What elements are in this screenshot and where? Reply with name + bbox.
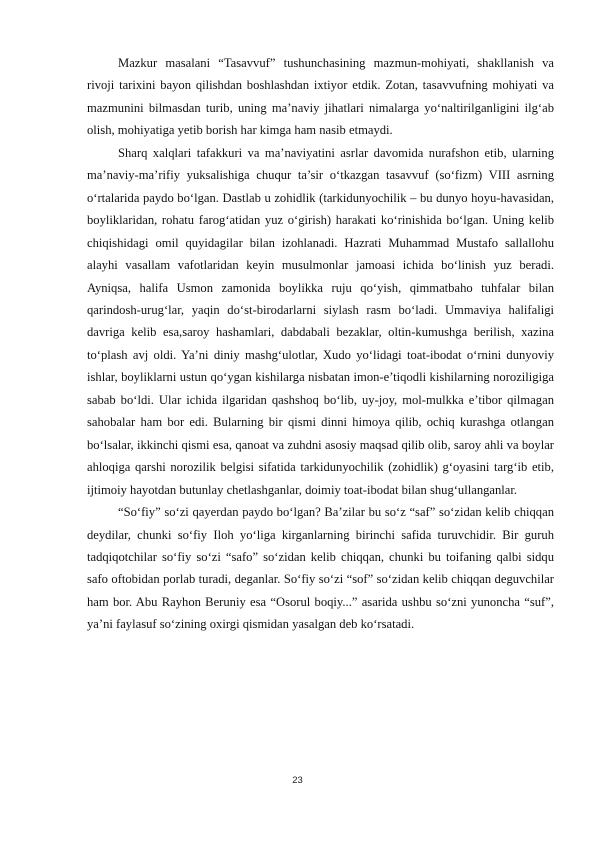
paragraph-sufism-origins: Sharq xalqlari tafakkuri va ma’naviyatini asrlar davomida nurafshon etib, ularning ma’naviy-ma’rifiy yuksalishiga chuqur ta’sir o‘tkazgan tasavvuf (so‘fizm) VIII asrning o‘rtalarida paydo bo‘lgan. Dastlab u zohidlik (tarkidunyochilik – bu dunyo hoyu-havasidan, boyliklaridan, rohatu farog‘atidan yuz o‘girish) harakati ko‘rinishida bo‘lgan. Uning kelib chiqishidagi omil quyidagilar bilan izohlanadi. Hazrati Muhammad Mustafo sallallohu alayhi vasallam vafotlaridan keyin musulmonlar jamoasi ichida bo‘linish yuz beradi. Ayniqsa, halifa Usmon zamonida boylikka ruju qo‘yish, qimmatbaho tuhfalar bilan qarindosh-urug‘lar, yaqin do‘st-birodarlarni siylash rasm bo‘ladi. Ummaviya halifaligi davriga kelib esa,saroy hashamlari, dabdabali bezaklar, oltin-kumushga berilish, xazina to‘plash avj oldi. Ya’ni diniy mashg‘ulotlar, Xudo yo‘lidagi toat-ibodat o‘rnini dunyoviy ishlar, boyliklarni ustun qo‘ygan kishilarga nisbatan imon-e’tiqodli kishilarning noroziligiga sabab bo‘ldi. Ular ichida ilgaridan qashshoq bo‘lib, uy-joy, mol-mulkka e’tibor qilmagan sahobalar ham bor edi. Bularning bir qismi dinni himoya qilib, ochiq kurashga otlangan bo‘lsalar, ikkinchi qismi esa, qanoat va zuhdni asosiy maqsad qilib olib, saroy ahli va boylar ahloqiga qarshi norozilik belgisi sifatida tarkidunyochilik (zohidlik) g‘oyasini targ‘ib etib, ijtimoiy hayotdan butunlay chetlashganlar, doimiy toat-ibodat bilan shug‘ullanganlar.: [87, 145, 554, 497]
paragraph-sufi-etymology: “So‘fiy” so‘zi qayerdan paydo bo‘lgan? Ba’zilar bu so‘z “saf” so‘zidan kelib chiqqan deydilar, chunki so‘fiy Iloh yo‘liga kirganlarning birinchi safida turuvchidir. Bir guruh tadqiqotchilar so‘fiy so‘zi “safo” so‘zidan kelib chiqqan, chunki bu toifaning qalbi sidqu safo oftobidan porlab turadi, deganlar. So‘fiy so‘zi “sof” so‘zidan kelib chiqqan deguvchilar ham bor. Abu Rayhon Beruniy esa “Osorul boqiy...” asarida ushbu so‘zni yunoncha “suf”, ya’ni faylasuf so‘zining oxirgi qismidan yasalgan deb ko‘rsatadi.: [87, 505, 554, 632]
page-number: 23: [292, 775, 303, 786]
body-text: [87, 52, 554, 636]
paragraph-tasavvuf-intro: Mazkur masalani “Tasavvuf” tushunchasining mazmun-mohiyati, shakllanish va rivoji tarixini bayon qilishdan boshlashdan ixtiyor etdik. Zotan, tasavvufning mohiyati va mazmunini bilmasdan turib, uning ma’naviy jihatlari nimalarga yo‘naltirilganligini ilg‘ab olish, mohiyatiga yetib borish har kimga ham nasib etmaydi.: [87, 56, 554, 138]
